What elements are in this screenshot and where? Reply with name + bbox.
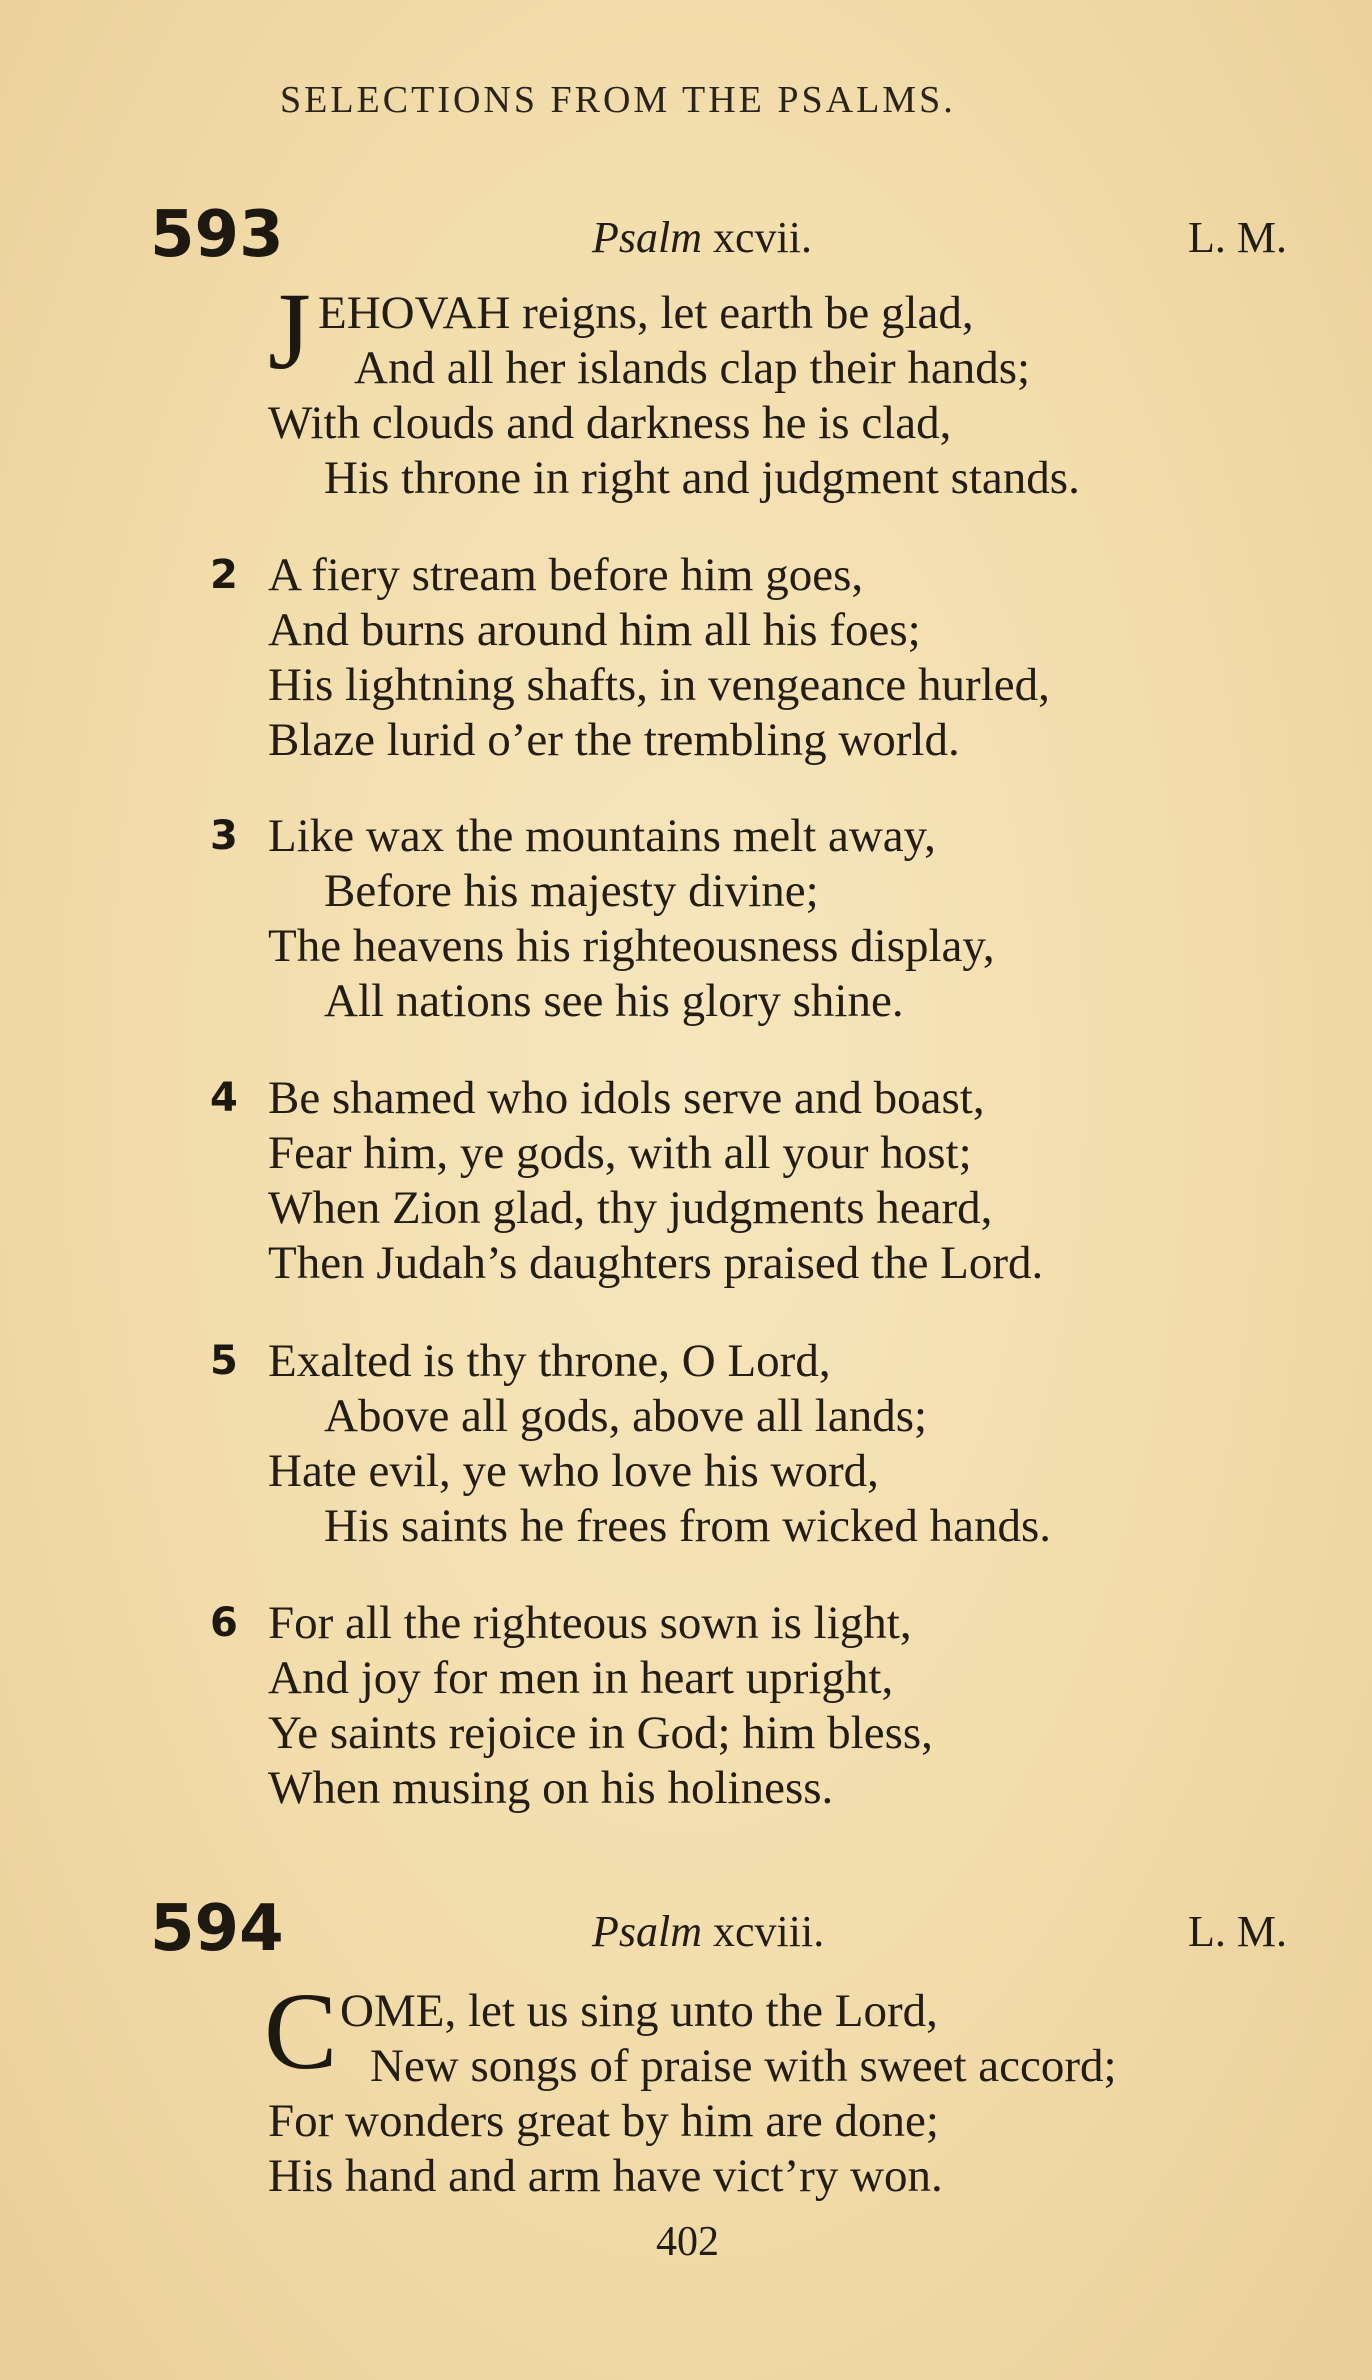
verse-line: Then Judah’s daughters praised the Lord. (268, 1237, 1044, 1289)
stanza-number: 2 (210, 552, 238, 598)
verse-line: And all her islands clap their hands; (354, 342, 1031, 394)
verse-line: His throne in right and judgment stands. (324, 452, 1080, 504)
hymn-594-header (0, 1892, 1372, 1972)
psalm-reference (592, 1906, 824, 1957)
verse-line: With clouds and darkness he is clad, (268, 397, 952, 449)
verse-line: And burns around him all his foes; (268, 604, 921, 656)
psalm-numeral: xcvii. (713, 213, 812, 262)
verse-line: The heavens his righteousness display, (268, 920, 995, 972)
psalm-label: Psalm (592, 1907, 702, 1956)
verse-line: For all the righteous sown is light, (268, 1597, 912, 1649)
verse-line: A fiery stream before him goes, (268, 549, 864, 601)
stanza-number: 5 (210, 1338, 238, 1384)
verse-line: New songs of praise with sweet accord; (370, 2040, 1117, 2092)
psalm-label: Psalm (592, 213, 702, 262)
verse-line: Like wax the mountains melt away, (268, 810, 936, 862)
verse-line: Be shamed who idols serve and boast, (268, 1072, 985, 1124)
verse-line: His lightning shafts, in vengeance hurled, (268, 659, 1050, 711)
verse-line: His hand and arm have vict’ry won. (268, 2150, 943, 2202)
psalm-reference (592, 212, 812, 263)
verse-line: All nations see his glory shine. (324, 975, 904, 1027)
verse-line: His saints he frees from wicked hands. (324, 1500, 1052, 1552)
stanza-number: 6 (210, 1600, 238, 1646)
verse-line: Hate evil, ye who love his word, (268, 1445, 879, 1497)
dropcap: J (268, 270, 311, 392)
verse-line: And joy for men in heart upright, (268, 1652, 894, 1704)
verse-line: Above all gods, above all lands; (324, 1390, 928, 1442)
stanza-number: 4 (210, 1075, 238, 1121)
verse-line: For wonders great by him are done; (268, 2095, 939, 2147)
stanza-number: 3 (210, 813, 238, 859)
dropcap: C (264, 1970, 338, 2092)
hymn-number: 593 (150, 198, 284, 272)
meter: L. M. (1188, 213, 1287, 262)
verse-line: Exalted is thy throne, O Lord, (268, 1335, 831, 1387)
verse-line: When Zion glad, thy judgments heard, (268, 1182, 993, 1234)
psalm-numeral: xcviii. (713, 1907, 825, 1956)
hymn-number: 594 (150, 1892, 284, 1966)
running-head: SELECTIONS FROM THE PSALMS. (280, 79, 956, 121)
verse-line: EHOVAH reigns, let earth be glad, (318, 287, 974, 339)
verse-line: Blaze lurid o’er the trembling world. (268, 714, 960, 766)
verse-line: Fear him, ye gods, with all your host; (268, 1127, 972, 1179)
verse-line: When musing on his holiness. (268, 1762, 834, 1814)
hymn-593-header (0, 198, 1372, 278)
verse-line: OME, let us sing unto the Lord, (340, 1985, 938, 2037)
verse-line: Ye saints rejoice in God; him bless, (268, 1707, 933, 1759)
meter: L. M. (1188, 1907, 1287, 1956)
page-number: 402 (656, 2219, 719, 2265)
verse-line: Before his majesty divine; (324, 865, 819, 917)
